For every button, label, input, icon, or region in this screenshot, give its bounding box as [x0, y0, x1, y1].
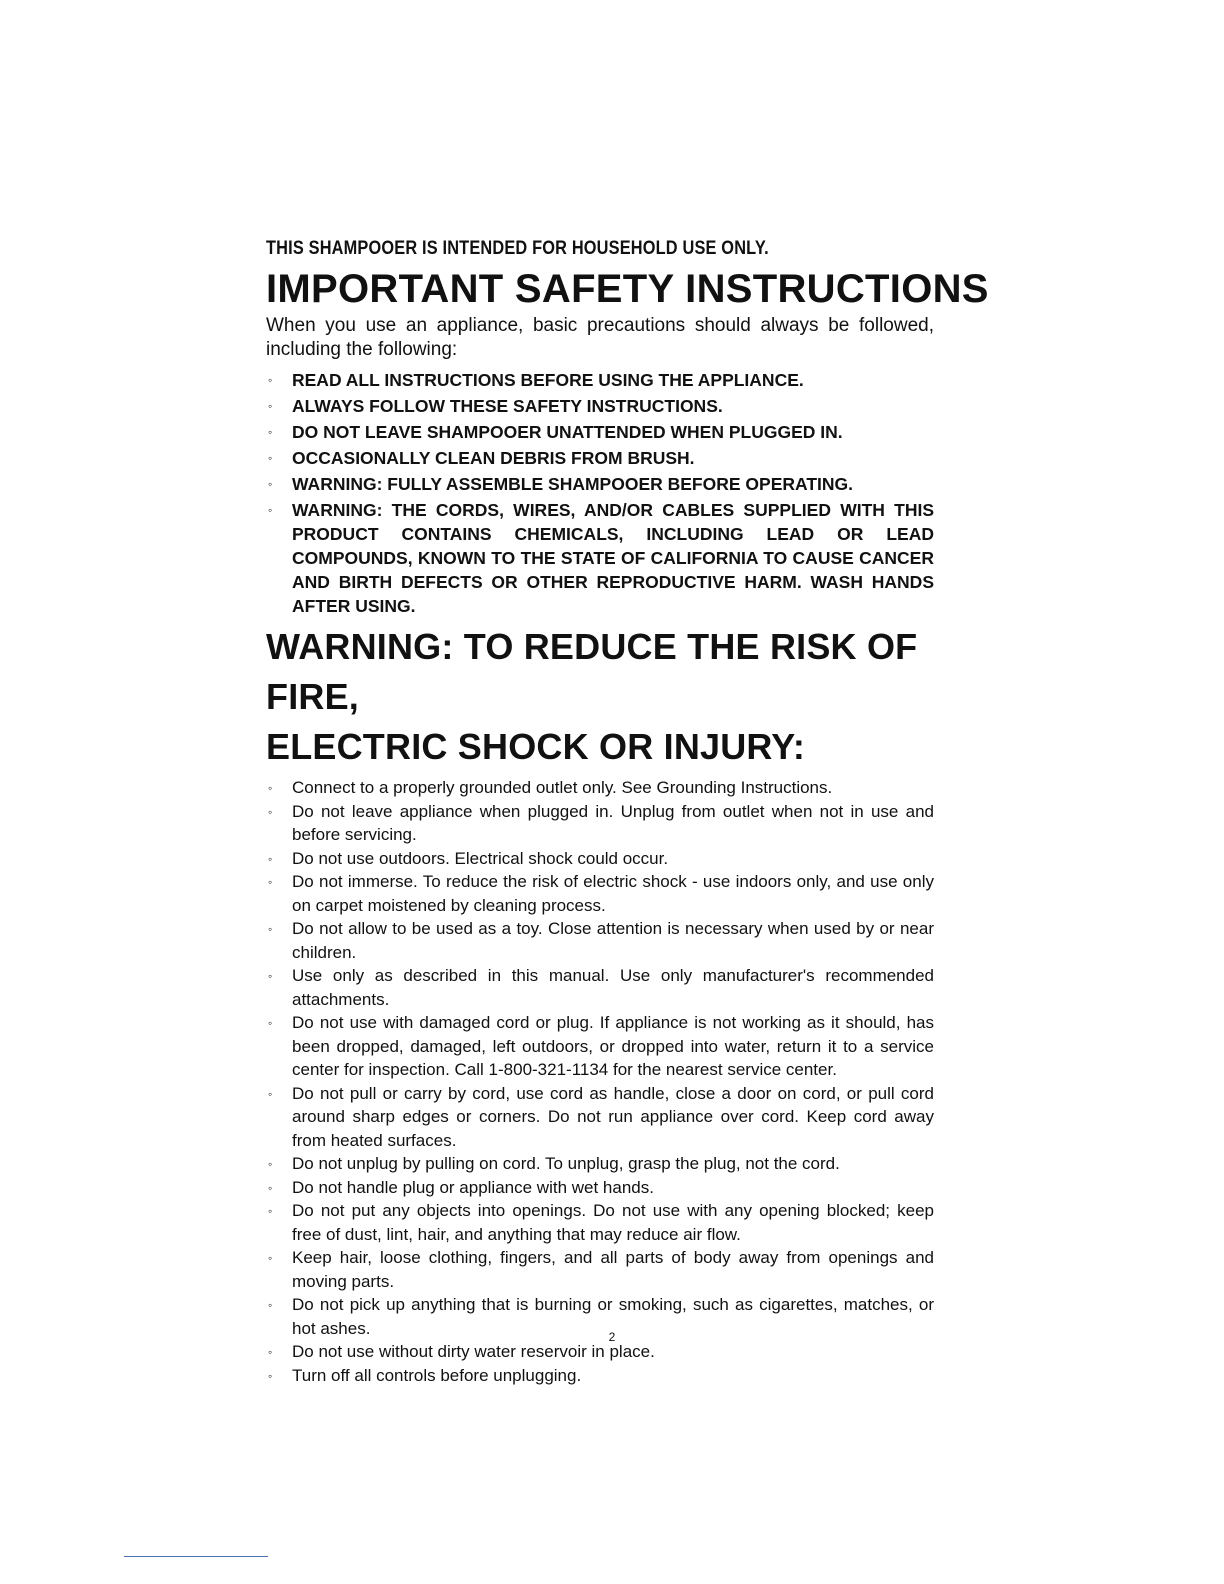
list-item: ◦ Turn off all controls before unplugging.: [266, 1364, 934, 1388]
list-item: ◦ ALWAYS FOLLOW THESE SAFETY INSTRUCTIONS.: [268, 396, 723, 416]
bullet-icon: ◦: [268, 1157, 273, 1171]
list-item: ◦ Use only as described in this manual. Use only manufacturer's recommended attachments.: [268, 966, 934, 1009]
list-item: ◦ Do not pull or carry by cord, use cord as handle, close a door on cord, or pull cord around sharp edges or corners. Do not run appliance over cord. Keep cord away from heated surfaces.: [268, 1083, 934, 1150]
page-title: IMPORTANT SAFETY INSTRUCTIONS: [266, 267, 989, 311]
list-item: ◦ Do not use with damaged cord or plug. If appliance is not working as it should, has been dropped, damaged, left outdoors, or dropped into water, return it to a service center for inspection. Call 1-800-321-1134 for the nearest service center.: [268, 1013, 934, 1079]
list-item: ◦ DO NOT LEAVE SHAMPOOER UNATTENDED WHEN PLUGGED IN.: [268, 422, 843, 442]
list-item: ◦ Keep hair, loose clothing, fingers, and all parts of body away from openings and moving parts.: [268, 1248, 934, 1291]
list-item: ◦ Do not immerse. To reduce the risk of electric shock - use indoors only, and use only on carpet moistened by cleaning process.: [268, 872, 934, 915]
safety-rules-list: [266, 776, 934, 1387]
warning-heading: [266, 622, 934, 772]
bullet-icon: ◦: [268, 503, 273, 517]
list-item: ◦ Do not allow to be used as a toy. Close attention is necessary when used by or near children.: [268, 919, 934, 962]
bullet-icon: ◦: [268, 477, 273, 491]
bullet-icon: ◦: [268, 804, 273, 819]
list-item: ◦ Do not use outdoors. Electrical shock could occur.: [266, 847, 934, 871]
bullet-icon: ◦: [268, 922, 273, 936]
bullet-icon: ◦: [268, 425, 273, 439]
bullet-icon: ◦: [268, 1204, 273, 1218]
bullet-icon: ◦: [268, 969, 273, 983]
list-item: ◦ WARNING: THE CORDS, WIRES, AND/OR CABLES SUPPLIED WITH THIS PRODUCT CONTAINS CHEMICALS, INCLUDING LEAD OR LEAD COMPOUNDS, KNOWN TO THE STATE OF CALIFORNIA TO CAUSE CANCER AND BIRTH DEFECTS OR OTHER REPRODUCTIVE HARM. WASH HANDS AFTER USING.: [268, 500, 934, 616]
list-item: ◦ Do not pick up anything that is burning or smoking, such as cigarettes, matches, or hot ashes.: [268, 1295, 934, 1338]
bullet-icon: ◦: [268, 1086, 273, 1101]
list-item: ◦ READ ALL INSTRUCTIONS BEFORE USING THE APPLIANCE.: [268, 370, 804, 390]
warning-heading-line2: ELECTRIC SHOCK OR INJURY:: [266, 726, 806, 767]
bullet-icon: ◦: [268, 851, 273, 866]
footer-divider: [124, 1556, 268, 1557]
bullet-icon: ◦: [268, 1298, 273, 1312]
warning-heading-line1: WARNING: TO REDUCE THE RISK OF FIRE,: [266, 626, 918, 717]
list-item: ◦ Do not use without dirty water reservoir in place.: [266, 1340, 934, 1364]
bullet-icon: ◦: [268, 1180, 273, 1195]
bullet-icon: ◦: [268, 781, 273, 795]
bullet-icon: ◦: [268, 875, 273, 889]
bullet-icon: ◦: [268, 1251, 273, 1265]
bullet-icon: ◦: [268, 451, 273, 465]
list-item: ◦ Do not handle plug or appliance with wet hands.: [266, 1176, 934, 1200]
list-item: ◦ Do not unplug by pulling on cord. To unplug, grasp the plug, not the cord.: [266, 1152, 934, 1176]
bullet-icon: ◦: [268, 373, 273, 387]
bullet-icon: ◦: [268, 399, 273, 413]
intro-paragraph: When you use an appliance, basic precautions should always be followed, including the following:: [266, 315, 934, 360]
list-item: ◦ Do not leave appliance when plugged in. Unplug from outlet when not in use and before servicing.: [268, 801, 934, 844]
page-number: 2: [608, 1330, 616, 1344]
list-item: ◦ WARNING: FULLY ASSEMBLE SHAMPOOER BEFORE OPERATING.: [268, 474, 854, 494]
list-item: ◦ Connect to a properly grounded outlet only. See Grounding Instructions.: [266, 776, 934, 800]
bullet-icon: ◦: [268, 1368, 273, 1383]
list-item: ◦ Do not put any objects into openings. Do not use with any opening blocked; keep free of dust, lint, hair, and anything that may reduce air flow.: [268, 1201, 934, 1244]
general-instructions-list: [266, 368, 934, 618]
household-use-notice: THIS SHAMPOOER IS INTENDED FOR HOUSEHOLD USE ONLY.: [266, 238, 769, 259]
list-item: ◦ OCCASIONALLY CLEAN DEBRIS FROM BRUSH.: [268, 448, 695, 468]
bullet-icon: ◦: [268, 1345, 273, 1359]
instruction-page: [266, 238, 989, 1387]
bullet-icon: ◦: [268, 1016, 273, 1030]
